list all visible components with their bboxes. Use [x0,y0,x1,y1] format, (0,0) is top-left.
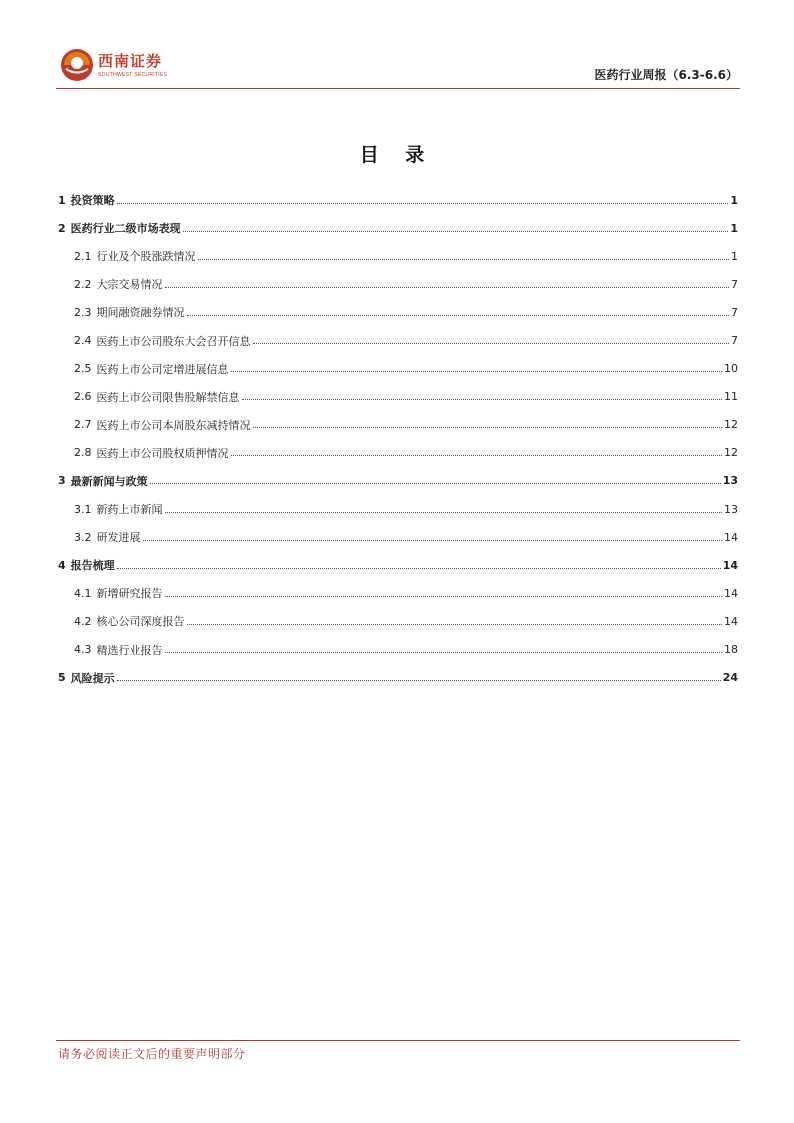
toc-entry[interactable] [58,495,738,523]
toc-entry-leader [117,680,721,681]
toc-entry[interactable] [58,326,738,354]
toc-entry-leader [165,652,723,653]
footer-disclaimer: 请务必阅读正文后的重要声明部分 [58,1047,246,1061]
toc-entry-page: 7 [731,334,738,348]
southwest-securities-logo-icon [60,48,94,82]
toc-entry-page: 14 [724,614,738,628]
toc-entry-page: 1 [730,193,738,207]
toc-entry-leader [231,371,723,372]
brand-name-en: SOUTHWEST SECURITIES [98,72,168,78]
toc-entry-label: 医药上市公司股东大会召开信息 [96,334,251,348]
toc-entry-page: 13 [724,502,738,516]
toc-entry-page: 24 [722,671,738,685]
toc-entry-page: 7 [731,305,738,319]
toc-entry-label: 新药上市新闻 [96,503,163,517]
toc-entry-label: 风险提示 [70,671,115,685]
toc-entry-number: 3.1 [74,502,92,516]
toc-entry[interactable] [58,242,738,270]
toc-entry-label: 医药上市公司限售股解禁信息 [96,390,240,404]
toc-entry[interactable] [58,214,738,242]
toc-entry-number: 2.3 [74,305,92,319]
toc-entry[interactable] [58,383,738,411]
toc-entry-label: 医药上市公司股权质押情况 [96,446,229,460]
toc-entry-label: 核心公司深度报告 [96,615,185,629]
report-title: 医药行业周报（6.3-6.6） [594,68,738,82]
toc-entry-number: 4.3 [74,643,92,657]
toc-entry-page: 12 [724,418,738,432]
toc-entry[interactable] [58,467,738,495]
toc-entry-leader [187,315,730,316]
toc-entry-number: 3 [58,474,66,488]
header-divider [56,88,740,89]
toc-entry-label: 报告梳理 [70,559,115,573]
toc-entry-page: 14 [722,558,738,572]
toc-entry-page: 12 [724,446,738,460]
toc-entry[interactable] [58,551,738,579]
toc-entry-number: 2.5 [74,362,92,376]
toc-entry-label: 研发进展 [96,531,141,545]
toc-entry-leader [117,568,721,569]
toc-entry-label: 精选行业报告 [96,643,163,657]
toc-entry-label: 医药上市公司定增进展信息 [96,362,229,376]
toc-entry-label: 投资策略 [70,194,115,208]
toc-entry[interactable] [58,579,738,607]
toc-entry-leader [242,399,723,400]
toc-entry-leader [165,287,730,288]
toc-entry-leader [183,231,729,232]
toc-entry-label: 医药行业二级市场表现 [70,222,181,236]
toc-entry-page: 14 [724,530,738,544]
toc-entry[interactable] [58,636,738,664]
toc-entry-label: 期间融资融券情况 [96,306,185,320]
toc-entry-leader [187,624,723,625]
toc-title: 目 录 [359,144,435,166]
toc-entry-number: 3.2 [74,530,92,544]
toc-entry-leader [198,259,730,260]
toc-entry-number: 5 [58,671,66,685]
toc-entry[interactable] [58,523,738,551]
toc-entry-number: 2.1 [74,249,92,263]
toc-entry-page: 13 [722,474,738,488]
toc-entry[interactable] [58,664,738,692]
toc-entry-page: 7 [731,277,738,291]
toc-entry-page: 11 [724,390,738,404]
toc-entry-leader [165,596,723,597]
toc-entry-page: 18 [724,643,738,657]
toc-entry-leader [117,203,729,204]
footer-divider [56,1040,740,1041]
toc-entry-leader [143,540,723,541]
toc-entry-label: 最新新闻与政策 [70,474,148,488]
toc-entry-label: 大宗交易情况 [96,278,163,292]
toc-entry-number: 2.4 [74,334,92,348]
toc-entry[interactable] [58,411,738,439]
toc-entry[interactable] [58,355,738,383]
brand-name [98,50,167,78]
toc-entry[interactable] [58,439,738,467]
toc-entry-number: 2.6 [74,390,92,404]
toc-entry-leader [231,455,723,456]
toc-entry-number: 4 [58,558,66,572]
toc-entry-leader [150,483,721,484]
toc-entry-leader [253,427,723,428]
toc-entry-page: 1 [731,249,738,263]
toc-entry-label: 新增研究报告 [96,587,163,601]
toc-entry-page: 10 [724,362,738,376]
brand-name-cn: 西南证券 [98,52,163,70]
toc-entry[interactable] [58,270,738,298]
toc-entry-label: 医药上市公司本周股东减持情况 [96,418,251,432]
toc-entry[interactable] [58,607,738,635]
toc-entry-number: 2.8 [74,446,92,460]
toc-entry-number: 2.2 [74,277,92,291]
toc-entry-label: 行业及个股涨跌情况 [96,250,196,264]
page-header [56,40,740,90]
toc-entry-number: 1 [58,193,66,207]
toc-entry-leader [165,512,723,513]
toc-entry-page: 14 [724,586,738,600]
toc-entry-page: 1 [730,221,738,235]
toc-entry[interactable] [58,298,738,326]
toc-entry[interactable] [58,186,738,214]
toc-entry-number: 4.1 [74,586,92,600]
toc-entry-number: 2 [58,221,66,235]
toc-entry-leader [253,343,730,344]
toc-entry-number: 2.7 [74,418,92,432]
table-of-contents [58,186,738,692]
toc-entry-number: 4.2 [74,614,92,628]
